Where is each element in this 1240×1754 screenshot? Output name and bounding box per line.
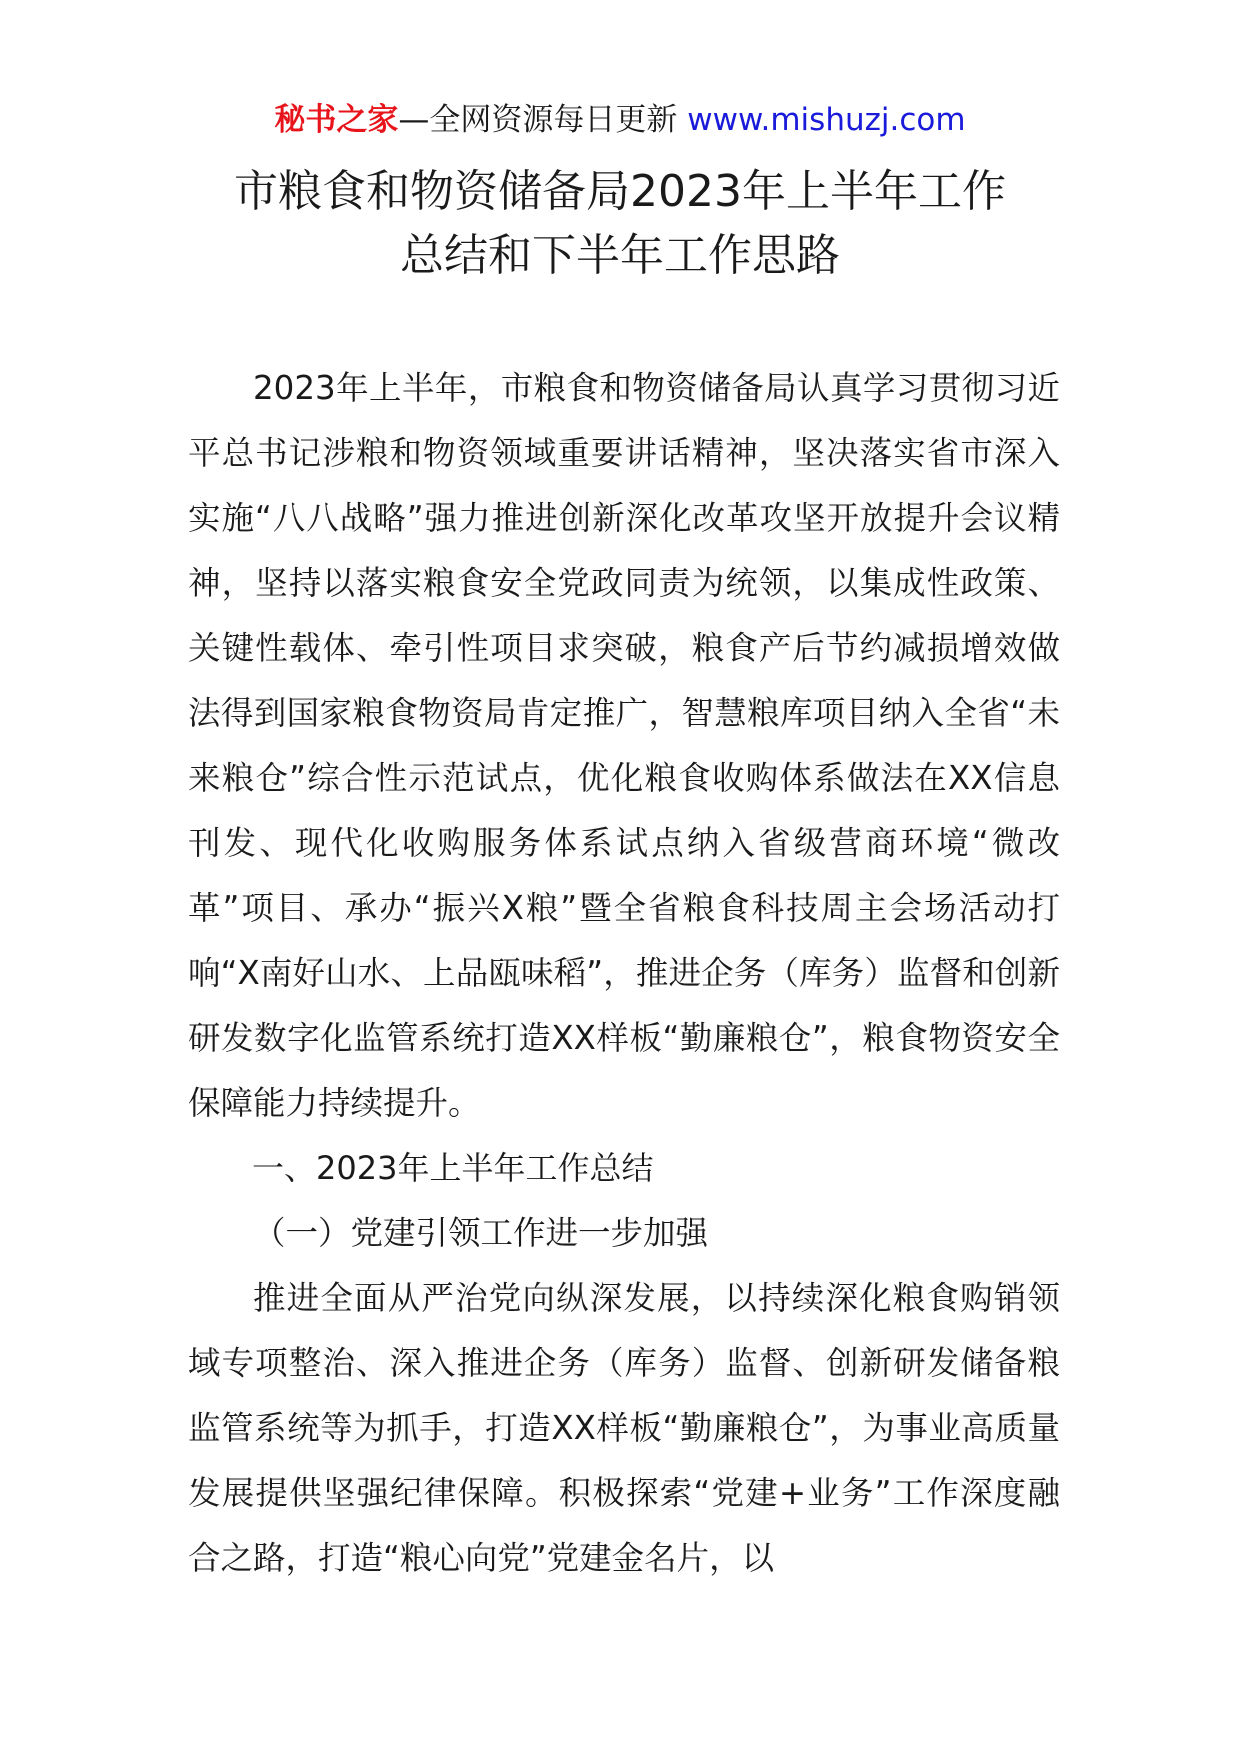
document-title-line-1: 市粮食和物资储备局2023年上半年工作: [234, 166, 1006, 217]
site-banner: [0, 98, 1240, 142]
subsection-heading: （一）党建引领工作进一步加强: [253, 1214, 709, 1252]
document-body: [188, 356, 1060, 1591]
site-tagline: —全网资源每日更新: [398, 102, 678, 138]
subsection-paragraph: 推进全面从严治党向纵深发展，以持续深化粮食购销领域专项整治、深入推进企务（库务）监督、创新研发储备粮监管系统等为抓手，打造XX样板“勤廉粮仓”，为事业高质量发展提供坚强纪律保障。积极探索“党建+业务”工作深度融合之路，打造“粮心向党”党建金名片，以: [188, 1279, 1060, 1577]
intro-paragraph: 2023年上半年，市粮食和物资储备局认真学习贯彻习近平总书记涉粮和物资领域重要讲话精神，坚决落实省市深入实施“八八战略”强力推进创新深化改革攻坚开放提升会议精神，坚持以落实粮食安全党政同责为统领，以集成性政策、关键性载体、牵引性项目求突破，粮食产后节约减损增效做法得到国家粮食物资局肯定推广，智慧粮库项目纳入全省“未来粮仓”综合性示范试点，优化粮食收购体系做法在XX信息刊发、现代化收购服务体系试点纳入省级营商环境“微改革”项目、承办“振兴X粮”暨全省粮食科技周主会场活动打响“X南好山水、上品瓯味稻”，推进企务（库务）监督和创新研发数字化监管系统打造XX样板“勤廉粮仓”，粮食物资安全保障能力持续提升。: [188, 369, 1060, 1122]
document-title-line-2: 总结和下半年工作思路: [400, 230, 840, 281]
section-heading: 一、2023年上半年工作总结: [252, 1149, 654, 1187]
site-brand: 秘书之家: [274, 102, 399, 138]
document-title: [0, 160, 1240, 288]
site-url-link[interactable]: www.mishuzj.com: [687, 102, 966, 138]
